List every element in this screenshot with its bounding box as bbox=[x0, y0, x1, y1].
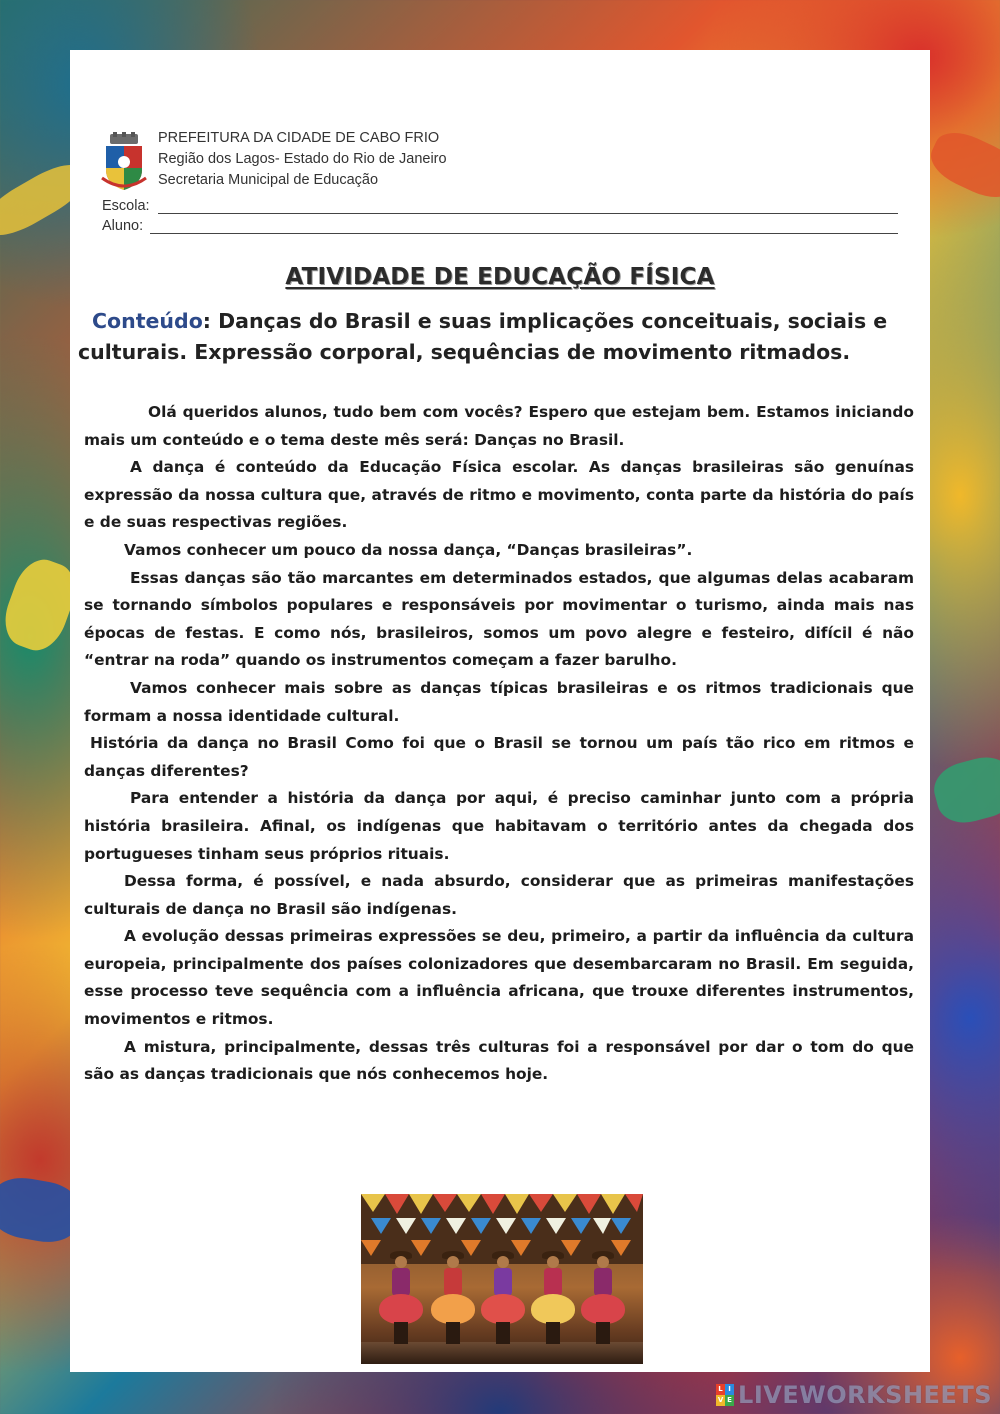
paragraph: História da dança no Brasil Como foi que o Brasil se tornou um país tão rico em ritmos e danças diferentes? bbox=[84, 734, 914, 780]
aluno-line[interactable] bbox=[150, 233, 898, 234]
organization-line: Secretaria Municipal de Educação bbox=[158, 172, 379, 188]
paragraph: A evolução dessas primeiras expressões se deu, primeiro, a partir da influência da cultura europeia, principalmente dos países colonizadores que desembarcaram no Brasil. Em seguida, esse processo teve sequência com a influência africana, que trouxe diferentes instrumentos, movimentos e ritmos. bbox=[84, 927, 914, 1029]
aluno-field[interactable] bbox=[102, 218, 898, 238]
organization-line: Região dos Lagos- Estado do Rio de Janeiro bbox=[158, 151, 447, 167]
paragraph: A dança é conteúdo da Educação Física escolar. As danças brasileiras são genuínas expressão da nossa cultura que, através de ritmo e movimento, conta parte da história do país e de suas respectivas regiões. bbox=[84, 458, 914, 532]
liveworksheets-watermark[interactable] bbox=[716, 1382, 992, 1408]
liveworksheets-logo-icon: L I V E bbox=[716, 1384, 734, 1406]
dancer-figure bbox=[381, 1256, 421, 1346]
paragraph: Vamos conhecer um pouco da nossa dança, “Danças brasileiras”. bbox=[124, 540, 693, 559]
page-title bbox=[70, 264, 930, 290]
content-heading bbox=[78, 306, 924, 368]
paragraph: Essas danças são tão marcantes em determinados estados, que algumas delas acabaram se tornando símbolos populares e responsáveis por movimentar o turismo, ainda mais nas épocas de festas. E como nós, brasileiros, somos um povo alegre e festeiro, difícil é não “entrar na roda” quando os instrumentos começam a fazer barulho. bbox=[84, 568, 914, 670]
escola-line[interactable] bbox=[158, 213, 898, 214]
aluno-label: Aluno: bbox=[102, 218, 144, 234]
paragraph: Vamos conhecer mais sobre as danças típicas brasileiras e os ritmos tradicionais que formam a nossa identidade cultural. bbox=[84, 678, 914, 725]
watermark-text: LIVEWORKSHEETS bbox=[738, 1381, 992, 1409]
dancer-figure bbox=[583, 1256, 623, 1346]
organization-lines bbox=[158, 128, 447, 191]
page-title-text: ATIVIDADE DE EDUCAÇÃO FÍSICA bbox=[285, 264, 715, 290]
organization-line: PREFEITURA DA CIDADE DE CABO FRIO bbox=[158, 130, 440, 146]
city-crest-icon bbox=[100, 132, 148, 192]
dancer-figure bbox=[433, 1256, 473, 1346]
paragraph: Olá queridos alunos, tudo bem com vocês? Espero que estejam bem. Estamos iniciando mais um conteúdo e o tema deste mês será: Danças no Brasil. bbox=[84, 403, 914, 449]
dance-photo bbox=[361, 1194, 643, 1364]
document-header bbox=[100, 128, 900, 238]
body-text bbox=[84, 399, 914, 1089]
dancer-figure bbox=[533, 1256, 573, 1346]
escola-field[interactable] bbox=[102, 198, 898, 218]
content-label: Conteúdo bbox=[92, 309, 203, 333]
content-text: : Danças do Brasil e suas implicações conceituais, sociais e culturais. Expressão corporal, sequências de movimento ritmados. bbox=[78, 309, 888, 364]
escola-label: Escola: bbox=[102, 198, 150, 214]
paragraph: A mistura, principalmente, dessas três culturas foi a responsável por dar o tom do que são as danças tradicionais que nós conhecemos hoje. bbox=[84, 1037, 914, 1084]
paragraph: Para entender a história da dança por aqui, é preciso caminhar junto com a própria história brasileira. Afinal, os indígenas que habitavam o território antes da chegada dos portugueses tinham seus próprios rituais. bbox=[84, 789, 914, 863]
dancer-figure bbox=[483, 1256, 523, 1346]
paragraph: Dessa forma, é possível, e nada absurdo, considerar que as primeiras manifestações culturais de dança no Brasil são indígenas. bbox=[84, 872, 914, 918]
paint-stroke bbox=[929, 751, 1000, 830]
worksheet-page bbox=[70, 50, 930, 1372]
paint-stroke bbox=[924, 123, 1000, 206]
